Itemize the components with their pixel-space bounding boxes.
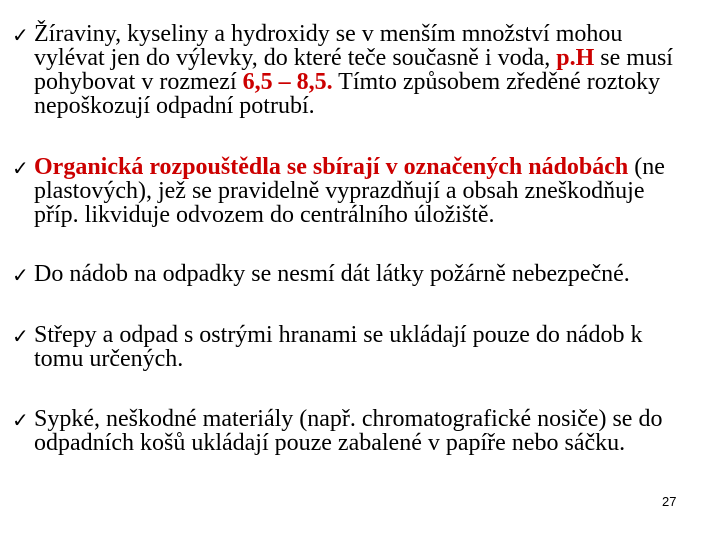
checkmark-icon: ✓ (12, 263, 29, 287)
checkmark-icon: ✓ (12, 156, 29, 180)
text-run: Střepy a odpad s ostrými hranami se ukládají pouze do nádob k tomu určených. (34, 322, 643, 372)
text-run: Do nádob na odpadky se nesmí dát látky požárně nebezpečné. (34, 261, 630, 287)
list-item-text (34, 155, 694, 227)
checkmark-icon: ✓ (12, 324, 29, 348)
text-run: Žíraviny, kyseliny a hydroxidy se v menším množství mohou vylévat jen do výlevky, do které teče současně i voda, (34, 21, 623, 71)
highlight-ph: p.H (556, 45, 595, 71)
highlight-organic-solvents: Organická rozpouštědla se sbírají v označených nádobách (34, 154, 629, 180)
checkmark-icon: ✓ (12, 23, 29, 47)
text-run: Tímto způsobem zředěné roztoky nepoškozují odpadní potrubí. (34, 69, 661, 119)
text-run: se musí pohybovat v rozmezí (34, 45, 673, 95)
checkmark-icon: ✓ (12, 408, 29, 432)
list-item-text (34, 407, 694, 455)
text-run: Sypké, neškodné materiály (např. chromatografické nosiče) se do odpadních košů ukládají pouze zabalené v papíře nebo sáčku. (34, 406, 663, 456)
page-number: 27 (662, 494, 677, 509)
list-item-text (34, 323, 694, 371)
text-run: (ne plastových), jež se pravidelně vyprazdňují a obsah zneškodňuje příp. likviduje odvozem do centrálního úložiště. (34, 154, 665, 228)
list-item-text (34, 22, 694, 118)
highlight-ph-range: 6,5 – 8,5. (242, 69, 333, 95)
list-item-text (34, 262, 694, 286)
